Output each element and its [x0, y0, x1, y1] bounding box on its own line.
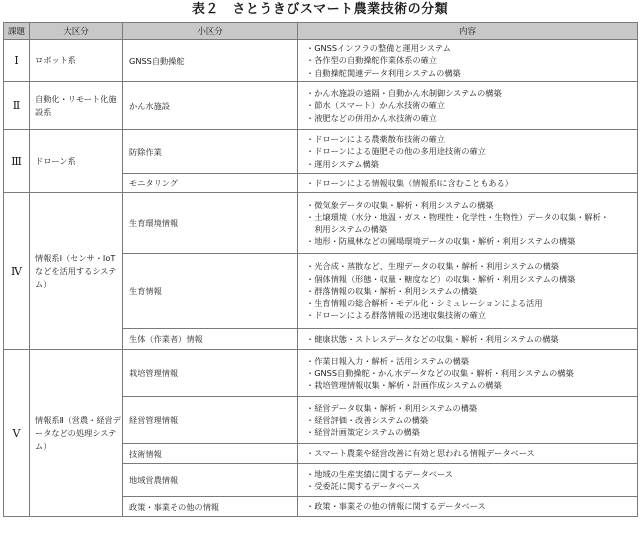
content-item: ・節水（スマート）かん水技術の確立 [306, 100, 446, 111]
content-cell [298, 174, 638, 193]
table-row [4, 193, 638, 254]
content-item: ・受委託に関するデータベース [306, 481, 421, 491]
content-cell [298, 329, 638, 350]
content-item: ・運用システム構築 [306, 158, 379, 169]
table-row [4, 350, 638, 397]
content-item: ・地域の生産実績に関するデータベース [306, 468, 453, 479]
content-item: ・ドローンによる情報収集（情報系Ⅰに含むこともある） [306, 177, 513, 188]
minor-category: 防除作業 [123, 130, 298, 174]
major-category: ドローン系 [30, 130, 123, 193]
content-cell [298, 193, 638, 254]
minor-category: かん水施設 [123, 82, 298, 130]
issue-number: Ⅲ [4, 130, 30, 193]
content-item: ・生育情報の総合解析・モデル化・シミュレーションによる活用 [306, 298, 543, 309]
minor-category: 技術情報 [123, 444, 298, 464]
content-cell [298, 397, 638, 444]
content-item: ・ドローンによる施肥その他の多用途技術の確立 [306, 146, 486, 157]
issue-number: Ⅱ [4, 82, 30, 130]
content-item: ・地形・防風林などの圃場環境データの収集・解析・利用システムの構築 [306, 236, 576, 247]
content-item: ・政策・事業その他の情報に関するデータベース [306, 501, 486, 512]
content-cell [298, 130, 638, 174]
content-item: ・自動操舵関連データ利用システムの構築 [306, 67, 461, 78]
table-row [4, 40, 638, 82]
content-item: ・作業日報入力・解析・活用システムの構築 [306, 355, 469, 366]
content-cell [298, 464, 638, 497]
content-cell [298, 350, 638, 397]
issue-number: Ⅳ [4, 193, 30, 350]
major-category: ロボット系 [30, 40, 123, 82]
content-item: ・微気象データの収集・解析・利用システムの構築 [306, 199, 494, 210]
content-cell [298, 40, 638, 82]
content-item: ・経営計画策定システムの構築 [306, 427, 420, 438]
minor-category: 地域営農情報 [123, 464, 298, 497]
minor-category: モニタリング [123, 174, 298, 193]
content-item: ・健康状態・ストレスデータなどの収集・解析・利用システムの構築 [306, 333, 559, 344]
content-item: ・GNSSインフラの整備と運用システム [306, 43, 451, 54]
header-issue: 課題 [4, 23, 30, 40]
classification-table [3, 22, 638, 517]
content-item: ・ドローンによる農薬散布技術の確立 [306, 134, 446, 145]
major-category: 情報系Ⅱ（営農・経営データなどの処理システム） [30, 350, 123, 517]
issue-number: Ⅴ [4, 350, 30, 517]
minor-category: 生体（作業者）情報 [123, 329, 298, 350]
minor-category: 生育環境情報 [123, 193, 298, 254]
major-category: 情報系Ⅰ（センサ・IoTなどを活用するシステム） [30, 193, 123, 350]
content-cell [298, 444, 638, 464]
content-item: ・スマート農業や経営改善に有効と思われる情報データベース [306, 448, 535, 459]
content-item: ・経営データ収集・解析・利用システムの構築 [306, 402, 478, 413]
content-cell [298, 254, 638, 329]
table-row [4, 130, 638, 174]
content-item: ・個体情報（形態・収量・糖度など）の収集・解析・利用システムの構築 [306, 273, 576, 284]
issue-number: Ⅰ [4, 40, 30, 82]
minor-category: 政策・事業その他の情報 [123, 497, 298, 517]
content-item: ・各作型の自動操舵作業体系の確立 [306, 55, 438, 66]
content-cell [298, 497, 638, 517]
minor-category: GNSS自動操舵 [123, 40, 298, 82]
content-item: ・液肥などの併用かん水技術の確立 [306, 112, 438, 123]
table-row [4, 82, 638, 130]
content-item: 利用システムの構築 [306, 224, 388, 234]
minor-category: 経営管理情報 [123, 397, 298, 444]
header-content: 内容 [298, 23, 638, 40]
content-item: ・群落情報の収集・解析・利用システムの構築 [306, 285, 478, 296]
content-item: ・経営評価・改善システムの構築 [306, 414, 428, 425]
header-major: 大区分 [30, 23, 123, 40]
minor-category: 生育情報 [123, 254, 298, 329]
content-cell [298, 82, 638, 130]
header-minor: 小区分 [123, 23, 298, 40]
content-item: ・かん水施設の遠隔・自動かん水制御システムの構築 [306, 88, 502, 99]
content-item: ・光合成・蒸散など、生理データの収集・解析・利用システムの構築 [306, 261, 559, 272]
content-item: ・土壌環境（水分・地温・ガス・物理性・化学性・生物性）データの収集・解析・ [306, 211, 609, 222]
content-item: ・栽培管理情報収集・解析・計画作成システムの構築 [306, 380, 502, 391]
content-item: ・GNSS自動操舵・かん水データなどの収集・解析・利用システムの構築 [306, 367, 574, 378]
header-row [4, 23, 638, 40]
table-title: 表２ さとうきびスマート農業技術の分類 [191, 2, 449, 17]
minor-category: 栽培管理情報 [123, 350, 298, 397]
major-category: 自動化・リモート化施設系 [30, 82, 123, 130]
content-item: ・ドローンによる群落情報の迅速収集技術の確立 [306, 310, 486, 321]
